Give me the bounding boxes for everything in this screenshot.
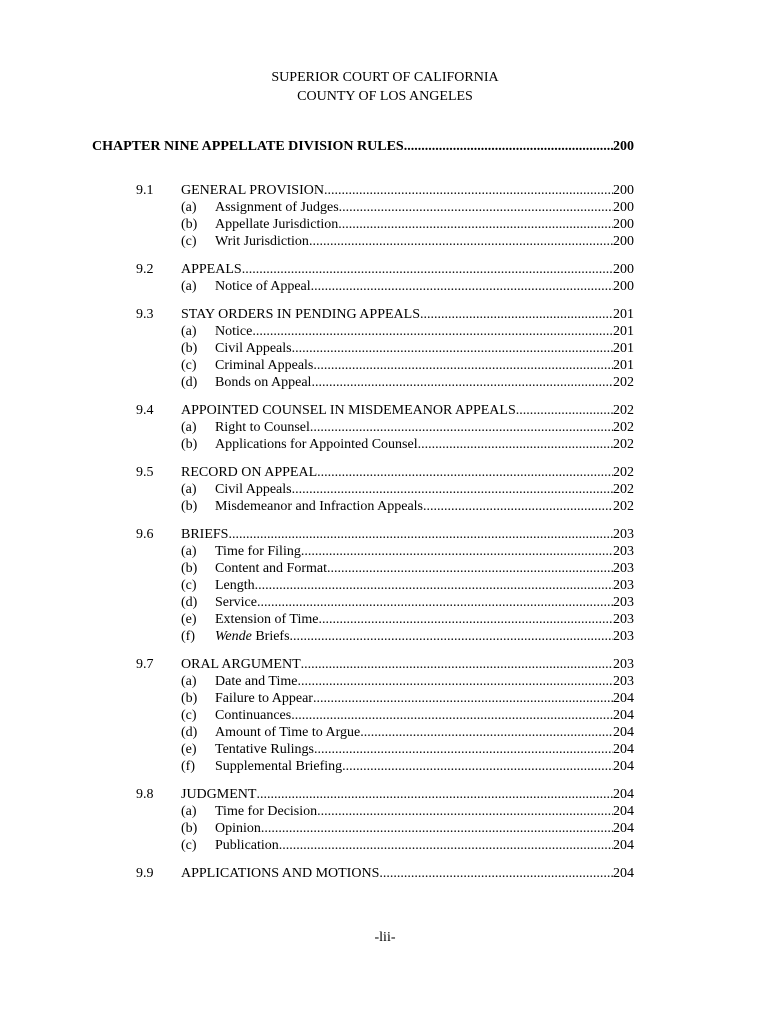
toc-subsection-row[interactable] — [0, 611, 770, 628]
dot-leader — [255, 577, 613, 594]
toc-section — [0, 786, 770, 854]
subsection-page-number: 200 — [613, 279, 634, 294]
section-entry — [181, 182, 634, 199]
dot-leader — [314, 741, 613, 758]
dot-leader — [318, 611, 613, 628]
section-number: 9.4 — [136, 403, 154, 418]
subsection-entry — [215, 820, 634, 837]
subsection-letter: (b) — [181, 821, 198, 836]
toc-subsection-row[interactable] — [0, 837, 770, 854]
section-entry — [181, 656, 634, 673]
subsection-entry — [215, 278, 634, 295]
subsection-page-number: 202 — [613, 437, 634, 452]
dot-leader — [311, 278, 613, 295]
toc-subsection-row[interactable] — [0, 436, 770, 453]
subsection-page-number: 203 — [613, 578, 634, 593]
toc-subsection-row[interactable] — [0, 543, 770, 560]
dot-leader — [423, 498, 613, 515]
dot-leader — [418, 436, 613, 453]
page-footer — [0, 930, 770, 946]
subsection-page-number: 204 — [613, 821, 634, 836]
dot-leader — [261, 820, 613, 837]
section-entry — [181, 526, 634, 543]
subsection-page-number: 204 — [613, 804, 634, 819]
page-number: -lii- — [374, 930, 396, 945]
dot-leader — [257, 594, 613, 611]
subsection-letter: (a) — [181, 482, 197, 497]
section-number: 9.5 — [136, 465, 154, 480]
subsection-letter: (d) — [181, 375, 198, 390]
subsection-letter: (a) — [181, 804, 197, 819]
toc-section — [0, 464, 770, 515]
toc-section — [0, 526, 770, 645]
toc-subsection-row[interactable] — [0, 481, 770, 498]
subsection-title: Opinion — [215, 821, 261, 836]
toc-section — [0, 865, 770, 882]
section-page-number: 201 — [613, 307, 634, 322]
toc-subsection-row[interactable] — [0, 560, 770, 577]
section-number: 9.3 — [136, 307, 154, 322]
subsection-letter: (e) — [181, 742, 197, 757]
subsection-title: Amount of Time to Argue — [215, 725, 361, 740]
toc-subsection-row[interactable] — [0, 707, 770, 724]
subsection-entry — [215, 357, 634, 374]
section-page-number: 202 — [613, 403, 634, 418]
subsection-letter: (b) — [181, 691, 198, 706]
subsection-entry — [215, 690, 634, 707]
subsection-page-number: 202 — [613, 375, 634, 390]
toc-subsection-row[interactable] — [0, 803, 770, 820]
toc-subsection-row[interactable] — [0, 323, 770, 340]
case-name-italic: Wende — [215, 629, 252, 644]
toc-section-row[interactable] — [0, 526, 770, 543]
subsection-letter: (b) — [181, 499, 198, 514]
toc-subsection-row[interactable] — [0, 233, 770, 250]
subsection-letter: (c) — [181, 838, 197, 853]
subsection-page-number: 204 — [613, 838, 634, 853]
subsection-page-number: 203 — [613, 544, 634, 559]
subsection-entry — [215, 628, 634, 645]
dot-leader — [291, 707, 613, 724]
dot-leader — [313, 690, 613, 707]
dot-leader — [339, 199, 613, 216]
subsection-letter: (d) — [181, 725, 198, 740]
subsection-entry — [215, 837, 634, 854]
subsection-entry — [215, 758, 634, 775]
toc-subsection-row[interactable] — [0, 758, 770, 775]
section-number: 9.2 — [136, 262, 154, 277]
subsection-letter: (a) — [181, 420, 197, 435]
toc-subsection-row[interactable] — [0, 357, 770, 374]
subsection-letter: (a) — [181, 200, 197, 215]
subsection-letter: (c) — [181, 708, 197, 723]
toc-section-row[interactable] — [0, 261, 770, 278]
court-name: SUPERIOR COURT OF CALIFORNIA — [271, 70, 499, 85]
subsection-entry — [215, 577, 634, 594]
dot-leader — [292, 481, 613, 498]
dot-leader — [252, 323, 613, 340]
subsection-entry — [215, 340, 634, 357]
toc-subsection-row[interactable] — [0, 577, 770, 594]
subsection-letter: (b) — [181, 341, 198, 356]
subsection-page-number: 202 — [613, 499, 634, 514]
dot-leader — [228, 526, 613, 543]
subsection-title-rest: Briefs — [251, 629, 290, 644]
section-page-number: 204 — [613, 866, 634, 881]
subsection-title: Date and Time — [215, 674, 298, 689]
subsection-page-number: 204 — [613, 725, 634, 740]
subsection-title: Assignment of Judges — [215, 200, 339, 215]
subsection-title: Extension of Time — [215, 612, 319, 627]
subsection-title: Notice — [215, 324, 253, 339]
dot-leader — [256, 786, 613, 803]
dot-leader — [313, 357, 613, 374]
subsection-letter: (f) — [181, 629, 195, 644]
dot-leader — [420, 306, 613, 323]
subsection-letter: (a) — [181, 324, 197, 339]
subsection-title: Misdemeanor and Infraction Appeals — [215, 499, 423, 514]
county-name: COUNTY OF LOS ANGELES — [297, 89, 473, 104]
subsection-letter: (c) — [181, 234, 197, 249]
dot-leader — [327, 560, 613, 577]
subsection-title: Applications for Appointed Counsel — [215, 437, 418, 452]
subsection-entry — [215, 560, 634, 577]
section-title: JUDGMENT — [181, 787, 257, 802]
subsection-entry — [215, 498, 634, 515]
subsection-letter: (a) — [181, 544, 197, 559]
section-page-number: 200 — [613, 183, 634, 198]
subsection-title: Tentative Rulings — [215, 742, 314, 757]
subsection-letter: (b) — [181, 561, 198, 576]
subsection-page-number: 204 — [613, 759, 634, 774]
subsection-title: Civil Appeals — [215, 341, 292, 356]
section-title: GENERAL PROVISION — [181, 183, 324, 198]
subsection-page-number: 200 — [613, 200, 634, 215]
dot-leader — [342, 758, 613, 775]
subsection-title: Appellate Jurisdiction — [215, 217, 339, 232]
toc-section-row[interactable] — [0, 656, 770, 673]
subsection-letter: (d) — [181, 595, 198, 610]
section-entry — [181, 261, 634, 278]
toc-subsection-row[interactable] — [0, 628, 770, 645]
section-page-number: 202 — [613, 465, 634, 480]
toc-subsection-row[interactable] — [0, 278, 770, 295]
toc-subsection-row[interactable] — [0, 594, 770, 611]
toc-section-row[interactable] — [0, 464, 770, 481]
section-number: 9.6 — [136, 527, 154, 542]
subsection-page-number: 201 — [613, 341, 634, 356]
toc-subsection-row[interactable] — [0, 724, 770, 741]
section-number: 9.1 — [136, 183, 154, 198]
chapter-page-number: 200 — [613, 139, 634, 154]
section-page-number: 200 — [613, 262, 634, 277]
subsection-letter: (b) — [181, 437, 198, 452]
subsection-entry — [215, 436, 634, 453]
section-title: STAY ORDERS IN PENDING APPEALS — [181, 307, 420, 322]
chapter-title: CHAPTER NINE APPELLATE DIVISION RULES — [92, 139, 404, 154]
section-number: 9.8 — [136, 787, 154, 802]
dot-leader — [360, 724, 613, 741]
subsection-page-number: 203 — [613, 629, 634, 644]
subsection-entry — [215, 673, 634, 690]
subsection-entry — [215, 741, 634, 758]
section-title: APPOINTED COUNSEL IN MISDEMEANOR APPEALS — [181, 403, 516, 418]
dot-leader — [338, 216, 613, 233]
section-title: APPEALS — [181, 262, 242, 277]
toc-subsection-row[interactable] — [0, 820, 770, 837]
toc-section-row[interactable] — [0, 402, 770, 419]
dot-leader — [379, 865, 613, 882]
subsection-page-number: 200 — [613, 217, 634, 232]
section-page-number: 204 — [613, 787, 634, 802]
subsection-title: Right to Counsel — [215, 420, 310, 435]
subsection-entry — [215, 216, 634, 233]
subsection-page-number: 202 — [613, 482, 634, 497]
subsection-entry — [215, 419, 634, 436]
subsection-title: Bonds on Appeal — [215, 375, 312, 390]
toc-subsection-row[interactable] — [0, 340, 770, 357]
dot-leader — [309, 233, 613, 250]
subsection-page-number: 204 — [613, 691, 634, 706]
subsection-entry — [215, 374, 634, 391]
dot-leader — [317, 464, 613, 481]
toc-section — [0, 261, 770, 295]
table-of-contents — [0, 182, 770, 893]
subsection-page-number: 203 — [613, 612, 634, 627]
subsection-title: Publication — [215, 838, 279, 853]
section-entry — [181, 402, 634, 419]
section-entry — [181, 306, 634, 323]
dot-leader — [290, 628, 613, 645]
subsection-entry — [215, 233, 634, 250]
toc-section-row[interactable] — [0, 865, 770, 882]
subsection-title: Continuances — [215, 708, 292, 723]
section-entry — [181, 464, 634, 481]
chapter-heading — [92, 138, 634, 156]
subsection-letter: (c) — [181, 358, 197, 373]
subsection-title: Time for Filing — [215, 544, 301, 559]
section-page-number: 203 — [613, 527, 634, 542]
subsection-page-number: 200 — [613, 234, 634, 249]
dot-leader — [311, 374, 613, 391]
subsection-title: Writ Jurisdiction — [215, 234, 309, 249]
toc-section — [0, 402, 770, 453]
toc-subsection-row[interactable] — [0, 741, 770, 758]
toc-subsection-row[interactable] — [0, 690, 770, 707]
toc-section — [0, 656, 770, 775]
toc-subsection-row[interactable] — [0, 498, 770, 515]
subsection-title: Content and Format — [215, 561, 327, 576]
toc-subsection-row[interactable] — [0, 199, 770, 216]
toc-subsection-row[interactable] — [0, 419, 770, 436]
dot-leader — [310, 419, 613, 436]
subsection-entry — [215, 611, 634, 628]
subsection-page-number: 201 — [613, 324, 634, 339]
subsection-title: Civil Appeals — [215, 482, 292, 497]
subsection-page-number: 202 — [613, 420, 634, 435]
toc-subsection-row[interactable] — [0, 673, 770, 690]
subsection-title: Time for Decision — [215, 804, 318, 819]
subsection-entry — [215, 199, 634, 216]
dot-leader — [242, 261, 613, 278]
subsection-letter: (a) — [181, 279, 197, 294]
dot-leader — [404, 138, 613, 156]
subsection-letter: (a) — [181, 674, 197, 689]
subsection-page-number: 204 — [613, 708, 634, 723]
dot-leader — [301, 656, 613, 673]
section-number: 9.9 — [136, 866, 154, 881]
dot-leader — [279, 837, 613, 854]
subsection-page-number: 203 — [613, 674, 634, 689]
subsection-page-number: 203 — [613, 595, 634, 610]
subsection-letter: (b) — [181, 217, 198, 232]
subsection-entry — [215, 707, 634, 724]
dot-leader — [324, 182, 613, 199]
subsection-entry — [215, 481, 634, 498]
dot-leader — [292, 340, 613, 357]
section-title: BRIEFS — [181, 527, 229, 542]
subsection-entry — [215, 724, 634, 741]
subsection-page-number: 204 — [613, 742, 634, 757]
subsection-page-number: 201 — [613, 358, 634, 373]
dot-leader — [516, 402, 613, 419]
subsection-title: Service — [215, 595, 257, 610]
subsection-entry — [215, 543, 634, 560]
section-page-number: 203 — [613, 657, 634, 672]
subsection-title: Failure to Appear — [215, 691, 313, 706]
section-title: RECORD ON APPEAL — [181, 465, 318, 480]
subsection-title: Supplemental Briefing — [215, 759, 343, 774]
subsection-letter: (c) — [181, 578, 197, 593]
subsection-letter: (f) — [181, 759, 195, 774]
subsection-letter: (e) — [181, 612, 197, 627]
subsection-title: Notice of Appeal — [215, 279, 311, 294]
subsection-title — [215, 628, 290, 645]
section-title: ORAL ARGUMENT — [181, 657, 301, 672]
subsection-entry — [215, 323, 634, 340]
subsection-title: Length — [215, 578, 255, 593]
toc-section — [0, 306, 770, 391]
section-entry — [181, 865, 634, 882]
toc-section — [0, 182, 770, 250]
subsection-entry — [215, 594, 634, 611]
subsection-entry — [215, 803, 634, 820]
page-header — [0, 68, 770, 106]
toc-section-row[interactable] — [0, 786, 770, 803]
toc-section-row[interactable] — [0, 182, 770, 199]
section-entry — [181, 786, 634, 803]
toc-subsection-row[interactable] — [0, 216, 770, 233]
subsection-title: Criminal Appeals — [215, 358, 314, 373]
toc-subsection-row[interactable] — [0, 374, 770, 391]
dot-leader — [297, 673, 613, 690]
section-number: 9.7 — [136, 657, 154, 672]
toc-section-row[interactable] — [0, 306, 770, 323]
section-title: APPLICATIONS AND MOTIONS — [181, 866, 380, 881]
subsection-page-number: 203 — [613, 561, 634, 576]
dot-leader — [301, 543, 613, 560]
dot-leader — [317, 803, 613, 820]
